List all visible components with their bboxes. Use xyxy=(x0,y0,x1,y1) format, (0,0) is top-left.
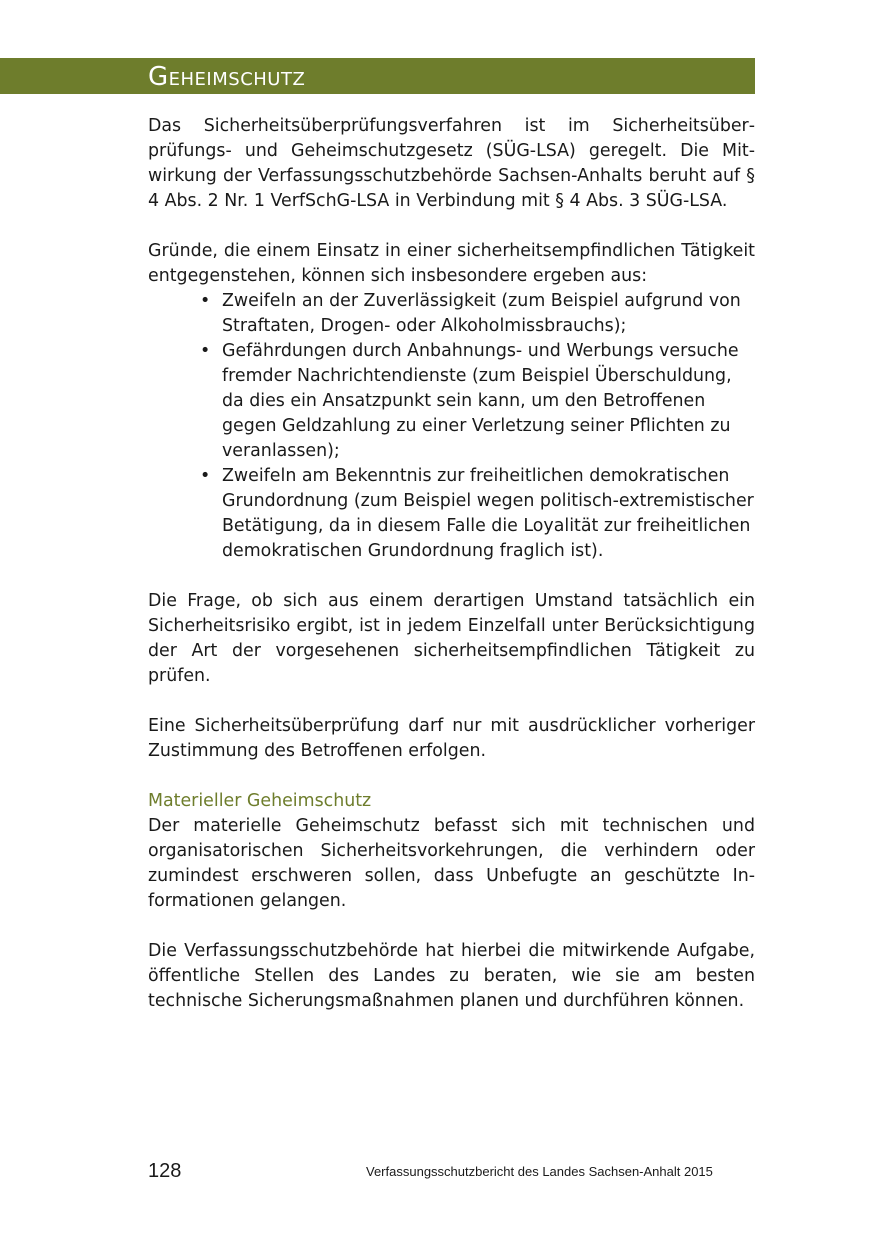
list-item-text: Zweifeln an der Zuverlässigkeit (zum Beispiel aufgrund von Straftaten, Drogen- oder Alkoholmissbrauchs); xyxy=(222,291,741,336)
paragraph-risk-assessment: Die Frage, ob sich aus einem derartigen Umstand tatsächlich ein Sicherheitsrisiko ergibt, ist in jedem Einzelfall unter Berücksichtigung der Art der vorgesehenen sicherheitsempfindlichen Tätigkeit zu prüfen. xyxy=(148,591,755,686)
bullet-icon: • xyxy=(200,466,211,486)
bullet-icon: • xyxy=(200,341,211,361)
footer-publication-title: Verfassungsschutzbericht des Landes Sachsen-Anhalt 2015 xyxy=(366,1164,713,1179)
list-item xyxy=(200,289,755,339)
section-title: Geheimschutz xyxy=(148,62,306,92)
paragraph-grounds-intro: Gründe, die einem Einsatz in einer sicherheitsempfindlichen Tätigkeit entgegenstehen, können sich insbesondere ergeben aus: xyxy=(148,241,755,286)
list-item-text: Zweifeln am Bekenntnis zur freiheitlichen demokratischen Grundordnung (zum Beispiel wegen politisch-extremistischer Betätigung, da in diesem Falle die Loyalität zur freiheitlichen demokratischen Grundordnung fraglich ist). xyxy=(222,466,754,561)
list-item xyxy=(200,464,755,564)
paragraph-material-protection: Der materielle Geheimschutz befasst sich mit technischen und organisatorischen Sicherheitsvorkehrungen, die verhindern oder zumindest erschweren sollen, dass Unbefugte an geschützte Informationen gelangen. xyxy=(148,816,755,911)
main-content xyxy=(148,114,755,1014)
page-number: 128 xyxy=(148,1160,182,1182)
section-header-bar xyxy=(0,58,755,94)
list-item xyxy=(200,339,755,464)
bullet-icon: • xyxy=(200,291,211,311)
paragraph-consent: Eine Sicherheitsüberprüfung darf nur mit ausdrücklicher vorheriger Zustimmung des Betroffenen erfolgen. xyxy=(148,716,755,761)
list-item-text: Gefährdungen durch Anbahnungs- und Werbungs versuche fremder Nachrichtendienste (zum Beispiel Überschuldung, da dies ein Ansatzpunkt sein kann, um den Betroffenen gegen Geldzahlung zu einer Verletzung seiner Pflichten zu veranlassen); xyxy=(222,341,739,461)
paragraph-legal-basis: Das Sicherheitsüberprüfungsverfahren ist im Sicherheitsüberprüfungs- und Geheimschutzgesetz (SÜG-LSA) geregelt. Die Mitwirkung der Verfassungsschutzbehörde Sachsen-Anhalts beruht auf § 4 Abs. 2 Nr. 1 VerfSchG-LSA in Verbindung mit § 4 Abs. 3 SÜG-LSA. xyxy=(148,116,755,211)
subheading-material-protection: Materieller Geheimschutz xyxy=(148,791,372,811)
paragraph-advisory-role: Die Verfassungsschutzbehörde hat hierbei die mitwirkende Aufgabe, öffentliche Stellen des Landes zu beraten, wie sie am besten technische Sicherungsmaßnahmen planen und durchführen können. xyxy=(148,941,755,1011)
grounds-list xyxy=(148,289,755,564)
